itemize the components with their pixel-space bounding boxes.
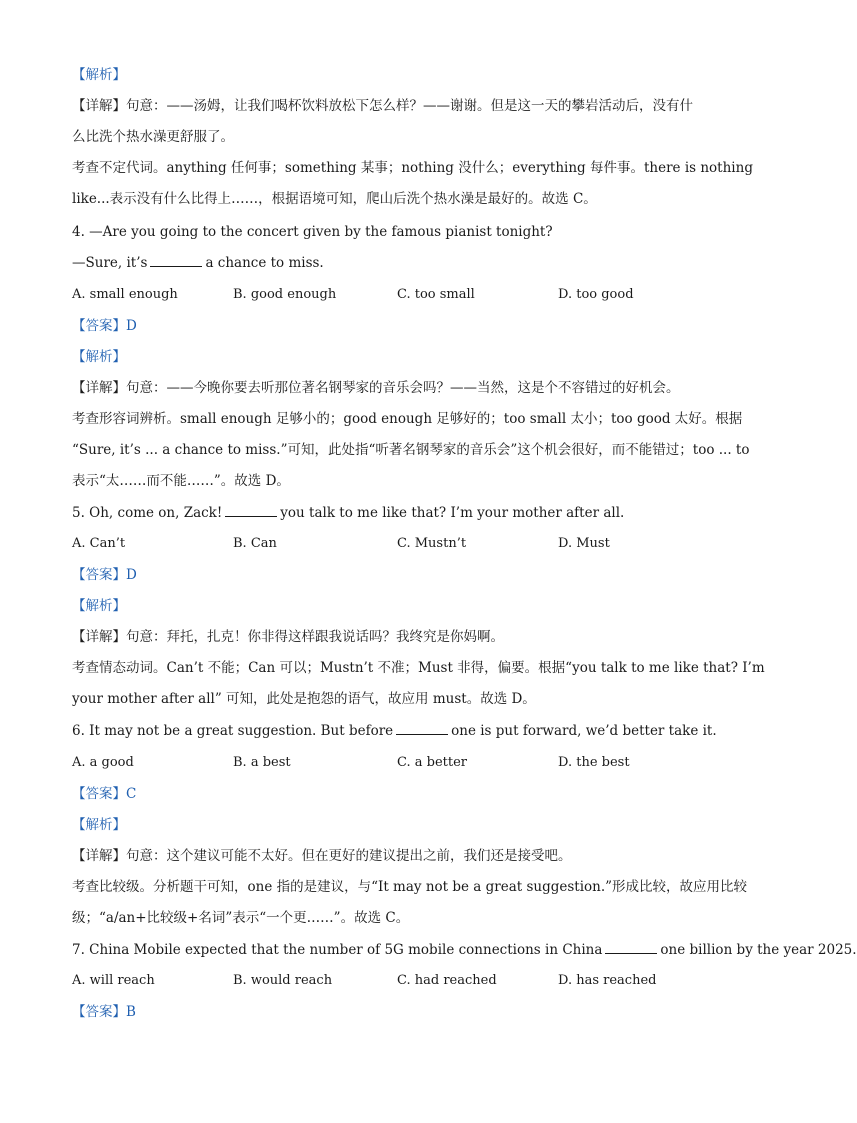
explanation-text-end: 表示“太……而不能……”。故选 D。 — [72, 473, 290, 489]
explanation-text-cont: like...表示没有什么比得上……，根据语境可知，爬山后洗个热水澡是最好的。故选 C。 — [72, 191, 597, 207]
option-d: D. Must — [558, 536, 610, 551]
option-b: B. a best — [233, 755, 291, 770]
analysis-heading: 【解析】 — [72, 598, 126, 614]
detail-paragraph: 【详解】句意：拜托，扎克！你非得这样跟我说话吗？我终究是你妈啊。 — [72, 629, 504, 645]
option-c: C. a better — [397, 755, 468, 770]
explanation-text-cont: your mother after all” 可知，此处是抱怨的语气，故应用 must。故选 D。 — [72, 691, 536, 707]
question-4-reply-end: a chance to miss. — [205, 255, 324, 271]
question-7-stem — [72, 940, 857, 960]
analysis-heading: 【解析】 — [72, 67, 126, 83]
option-b: B. would reach — [233, 973, 333, 988]
option-a: A. will reach — [72, 973, 155, 988]
option-d: D. the best — [558, 755, 630, 770]
option-c: C. had reached — [397, 973, 497, 988]
option-d: D. too good — [558, 287, 634, 302]
question-5-stem — [72, 503, 624, 523]
detail-paragraph — [72, 96, 693, 116]
explanation-text: 考查不定代词。anything 任何事；something 某事；nothing 没什么；everything 每件事。there is nothing — [72, 160, 753, 176]
question-5-start: 5. Oh, come on, Zack! — [72, 505, 223, 521]
answer-blank — [225, 504, 277, 517]
answer-line — [72, 1002, 136, 1022]
analysis-heading: 【解析】 — [72, 817, 126, 833]
answer-blank — [396, 722, 448, 735]
answer-line — [72, 316, 137, 336]
question-5-end: you talk to me like that? I’m your mother after all. — [280, 505, 625, 521]
question-6-stem — [72, 721, 717, 741]
option-a: A. small enough — [72, 287, 178, 302]
answer-line — [72, 784, 136, 804]
answer-text: 【答案】D — [72, 567, 137, 583]
answer-text: 【答案】B — [72, 1004, 136, 1020]
question-4-reply-start: —Sure, it’s — [72, 255, 148, 271]
detail-paragraph-cont: 么比洗个热水澡更舒服了。 — [72, 129, 234, 145]
question-4-stem: 4. —Are you going to the concert given by the famous pianist tonight? — [72, 224, 553, 240]
question-6-start: 6. It may not be a great suggestion. But before — [72, 723, 394, 739]
question-4-reply — [72, 253, 324, 273]
question-7-start: 7. China Mobile expected that the number of 5G mobile connections in China — [72, 942, 603, 958]
answer-text: 【答案】D — [72, 318, 137, 334]
detail-text: 【详解】句意：——汤姆，让我们喝杯饮料放松下怎么样？——谢谢。但是这一天的攀岩活动后，没有什 — [72, 98, 693, 114]
question-6-end: one is put forward, we’d better take it. — [451, 723, 717, 739]
option-d: D. has reached — [558, 973, 657, 988]
explanation-text-cont: 级；“a/an+比较级+名词”表示“一个更……”。故选 C。 — [72, 910, 410, 926]
option-c: C. too small — [397, 287, 475, 302]
explanation-text-cont: “Sure, it’s ... a chance to miss.”可知，此处指“听著名钢琴家的音乐会”这个机会很好，而不能错过；too ... to — [72, 442, 750, 458]
analysis-heading: 【解析】 — [72, 349, 126, 365]
explanation-text: 考查情态动词。Can’t 不能；Can 可以；Mustn’t 不准；Must 非得，偏要。根据“you talk to me like that? I’m — [72, 660, 765, 676]
option-a: A. Can’t — [72, 536, 126, 551]
answer-line — [72, 565, 137, 585]
answer-blank — [605, 941, 657, 954]
option-b: B. good enough — [233, 287, 337, 302]
detail-paragraph: 【详解】句意：这个建议可能不太好。但在更好的建议提出之前，我们还是接受吧。 — [72, 848, 572, 864]
explanation-text: 考查比较级。分析题干可知，one 指的是建议，与“It may not be a great suggestion.”形成比较，故应用比较 — [72, 879, 748, 895]
explanation-text: 考查形容词辨析。small enough 足够小的；good enough 足够好的；too small 太小；too good 太好。根据 — [72, 411, 743, 427]
question-7-end: one billion by the year 2025. — [660, 942, 857, 958]
detail-paragraph: 【详解】句意：——今晚你要去听那位著名钢琴家的音乐会吗？——当然，这是个不容错过的好机会。 — [72, 380, 680, 396]
option-c: C. Mustn’t — [397, 536, 467, 551]
answer-text: 【答案】C — [72, 786, 137, 802]
option-b: B. Can — [233, 536, 277, 551]
option-a: A. a good — [72, 755, 134, 770]
answer-blank — [150, 254, 202, 267]
